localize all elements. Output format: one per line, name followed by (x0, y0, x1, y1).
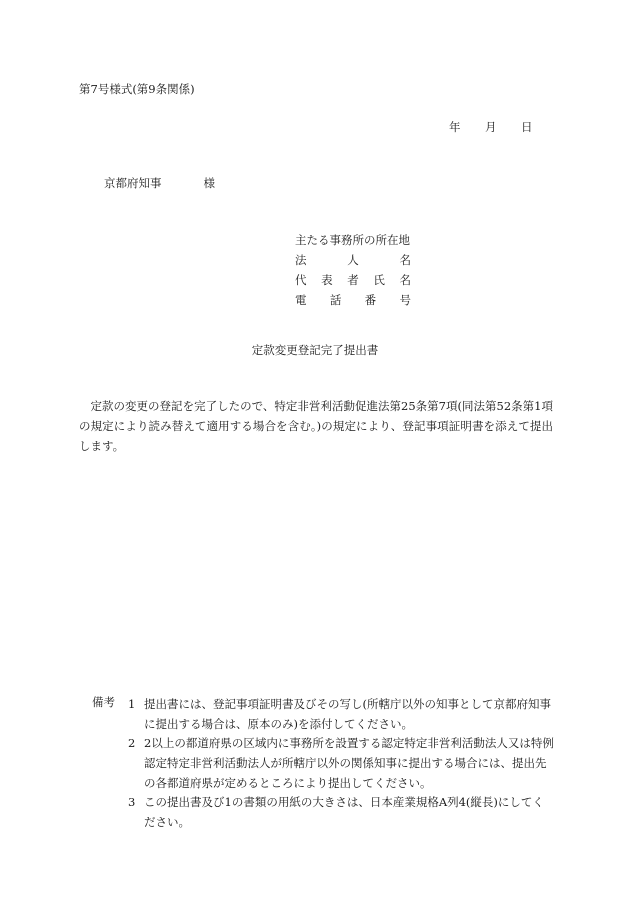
field-label-char: 号 (399, 293, 411, 307)
note-item (128, 694, 554, 734)
applicant-fields (295, 230, 411, 310)
field-office-address: 主たる事務所の所在地 (295, 233, 410, 247)
field-corporation-name (295, 250, 411, 270)
field-phone-number (295, 290, 411, 310)
field-label-char: 話 (329, 293, 342, 307)
form-number: 第7号様式(第9条関係) (79, 82, 195, 96)
field-label-char: 人 (347, 253, 359, 267)
note-text: 2以上の都道府県の区域内に事務所を設置する認定特定非営利活動法人又は特例認定特定非営利活動法人が所轄庁以外の関係知事に提出する場合には、提出先の各都道府県が定めるところにより提出してください。 (144, 736, 554, 790)
field-representative-name (295, 270, 411, 290)
note-item (128, 792, 554, 832)
field-label-char: 番 (364, 293, 377, 307)
note-text: 提出書には、登記事項証明書及びその写し(所轄庁以外の知事として京都府知事に提出する場合は、原本のみ)を添付してください。 (144, 697, 551, 731)
note-number: 2 (128, 736, 136, 750)
field-label-char: 名 (399, 253, 411, 267)
date-year-label: 年 (449, 120, 461, 134)
note-number: 1 (128, 697, 136, 711)
document-title: 定款変更登記完了提出書 (251, 343, 379, 357)
field-label-char: 電 (295, 293, 307, 307)
addressee-suffix: 様 (203, 176, 215, 190)
field-label-char: 名 (399, 273, 411, 287)
field-label-char: 者 (347, 273, 359, 287)
field-label-char: 表 (321, 273, 333, 287)
body-text: 定款の変更の登記を完了したので、特定非営利活動促進法第25条第7項(同法第52条第1項の規定により読み替えて適用する場合を含む。)の規定により、登記事項証明書を添えて提出します。 (79, 399, 553, 453)
date-day-label: 日 (521, 120, 533, 134)
note-number: 3 (128, 795, 136, 809)
note-text: この提出書及び1の書類の用紙の大きさは、日本産業規格A列4(縦長)にしてください。 (144, 795, 544, 829)
field-label-char: 代 (295, 273, 307, 287)
field-label-char: 法 (295, 253, 307, 267)
note-item (128, 733, 554, 793)
notes-label: 備考 (92, 695, 115, 709)
addressee-name: 京都府知事 (104, 176, 162, 190)
date-line (449, 119, 533, 135)
field-label-char: 氏 (373, 273, 385, 287)
date-month-label: 月 (485, 120, 497, 134)
addressee (104, 175, 215, 191)
